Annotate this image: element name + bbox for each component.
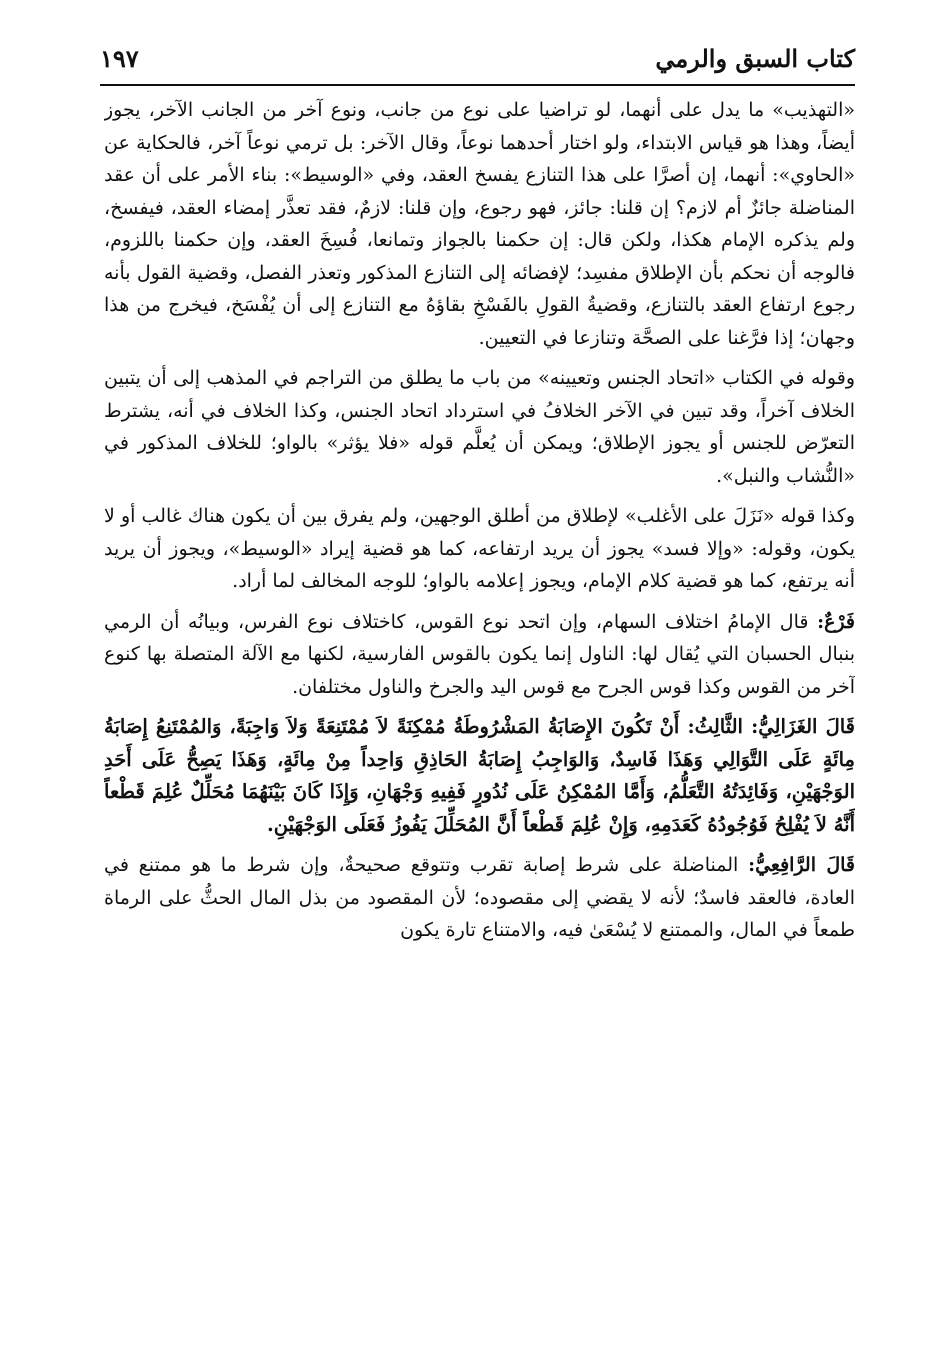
paragraph-text: المناضلة على شرط إصابة تقرب وتتوقع صحيحةٌ، وإن شرط ما هو ممتنع في العادة، فالعقد فاسدٌ؛ لأنه لا يقضي إلى مقصوده؛ لأن المقصود من بذل المال الحثُّ على الرماة طمعاً في المال، والممتنع لا يُسْعَىٰ فيه، والامتناع تارة يكون	[104, 854, 855, 941]
paragraph-text: وكذا قوله «نَزَلَ على الأغلب» لإطلاق من أطلق الوجهين، ولم يفرق بين أن يكون هناك غالب أو لا يكون، وقوله: «وإلا فسد» يجوز أن يريد ارتفاعه، كما هو قضية إيراد «الوسيط»، ويجوز أن يريد أنه يرتفع، كما هو قضية كلام الإمام، ويجوز إعلامه بالواو؛ للوجه المخالف لما أراد.	[104, 505, 855, 592]
paragraph-far	[104, 606, 855, 704]
paragraph-label: فَرْعٌ:	[817, 610, 855, 633]
paragraph-text: الثَّالِثُ: أَنْ تَكُونَ الإِصَابَةُ المَشْرُوطَةُ مُمْكِنَةً لاَ مُمْتَنِعَةً وَلاَ وَاجِبَةً، وَالمُمْتَنِعُ إِصَابَةُ مِائَةٍ عَلَى التَّوَالِي وَهَذَا فَاسِدٌ، وَالوَاجِبُ إِصَابَةُ الحَاذِقِ وَاحِداً مِنْ مِائَةٍ، وَهَذَا يَصِحُّ عَلَى أَحَدِ الوَجْهَيْنِ، وَفَائِدَتُهُ التَّعَلُّمُ، وَأَمَّا المُمْكِنُ عَلَى نُدُورٍ فَفِيهِ وَجْهَانِ، وَإِذَا كَانَ بَيْنَهُمَا مُحَلِّلٌ عُلِمَ قَطْعاً أَنَّهُ لاَ يُفْلِحُ فَوُجُودُهُ كَعَدَمِهِ، وَإِنْ عُلِمَ قَطْعاً أَنَّ المُحَلِّلَ يَفُوزُ فَعَلَى الوَجْهَيْنِ.	[104, 715, 855, 836]
paragraph-text: وقوله في الكتاب «اتحاد الجنس وتعيينه» من باب ما يطلق من التراجم في المذهب إلى أن يتبين الخلاف آخراً، وقد تبين في الآخر الخلافُ في استرداد اتحاد الجنس، وكذا الخلاف في أنه، يشترط التعرّض للجنس أو يجوز الإطلاق؛ ويمكن أن يُعلَّم قوله «فلا يؤثر» بالواو؛ للخلاف المذكور في «النُّشاب والنبل».	[104, 367, 855, 487]
paragraph-label: قَالَ الغَزَالِيُّ:	[751, 715, 855, 738]
paragraph-ghazali-matn	[104, 711, 855, 841]
running-title: كتاب السبق والرمي	[655, 44, 855, 73]
paragraph-text: «التهذيب» ما يدل على أنهما، لو تراضيا على نوع من جانب، ونوع آخر من الجانب الآخر، يجوز أيضاً، وهذا هو قياس الابتداء، ولو اختار أحدهما نوعاً، وقال الآخر: بل ترمي نوعاً آخر، فالحكاية عن «الحاوي»: أنهما، إن أصرَّا على هذا التنازع يفسخ العقد، وفي «الوسيط»: بناء الأمر على أن عقد المناضلة جائزٌ أم لازم؟ إن قلنا: جائز، فهو رجوع، وإن قلنا: لازمٌ، فقد تعذَّر إمضاء العقد، فيفسخ، ولم يذكره الإمام هكذا، ولكن قال: إن حكمنا بالجواز وتمانعا، فُسِخَ العقد، وإن حكمنا باللزوم، فالوجه أن نحكم بأن الإطلاق مفسِد؛ لإفضائه إلى التنازع المذكور وتعذر الفصل، وقضية القول بأنه رجوع ارتفاع العقد بالتنازع، وقضيةُ القولِ بالفَسْخِ بقاؤهُ مع التنازع إلى أن يُفْسَخ، فيخرج من هذا وجهان؛ إذا فرَّغنا على الصحَّة وتنازعا في التعيين.	[104, 99, 855, 349]
page-header	[100, 40, 855, 86]
paragraph-tahdhib-continuation	[104, 94, 855, 354]
paragraph-text: قال الإمامُ اختلاف السهام، وإن اتحد نوع القوس، كاختلاف نوع الفرس، وبيانُه أن الرمي بنبال الحسبان التي يُقال لها: الناول إنما يكون بالقوس الفارسية، لكنها مع الآلة المتصلة بها كنوع آخر من القوس وكذا قوس الجرح مع قوس اليد والجرخ والناول مختلفان.	[104, 610, 855, 698]
paragraph-nazala-ala-al-aghlab	[104, 500, 855, 598]
paragraph-ittihad-al-jins	[104, 362, 855, 492]
page-number: ١٩٧	[100, 44, 139, 73]
paragraph-rafii-commentary	[104, 849, 855, 947]
paragraph-label: قَالَ الرَّافِعِيُّ:	[748, 854, 855, 876]
page-body	[104, 94, 855, 1333]
